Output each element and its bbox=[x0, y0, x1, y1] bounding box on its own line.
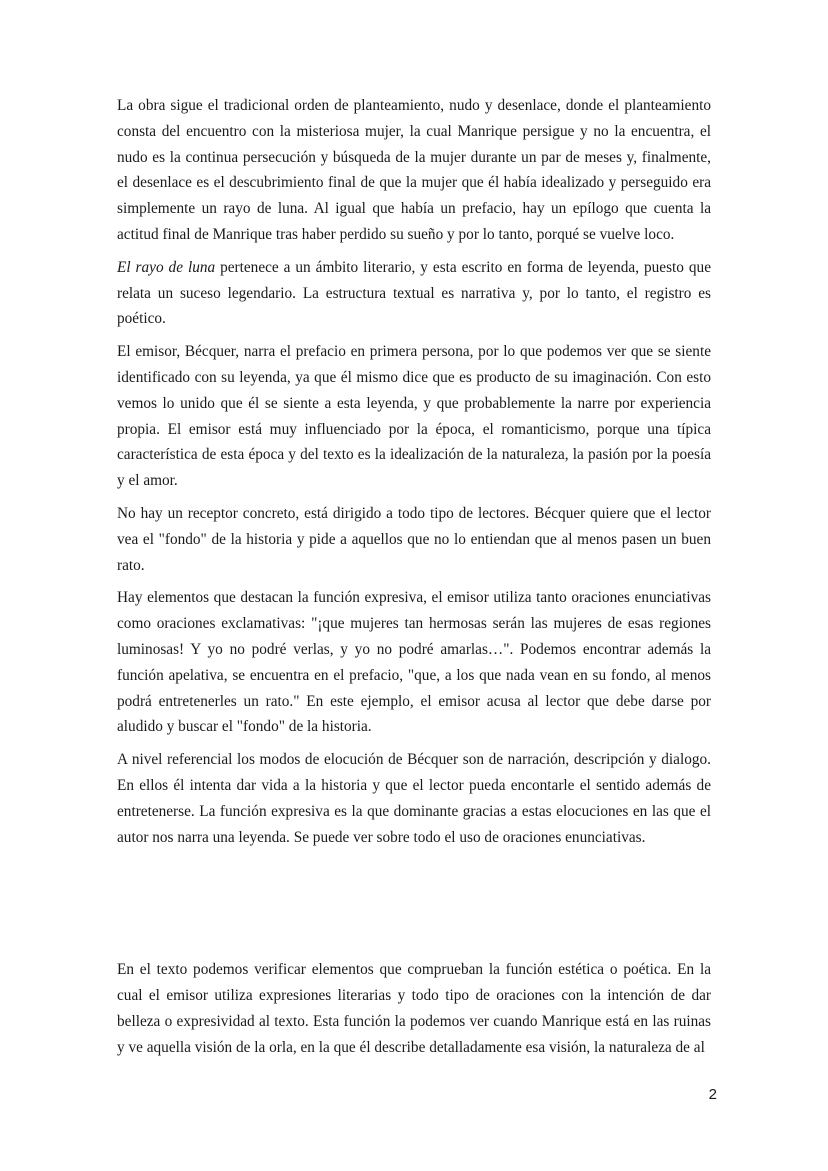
paragraph-poetic-function: En el texto podemos verificar elementos que comprueban la función estética o poética. En la cual el emisor utiliza expresiones literarias y todo tipo de oraciones con la intención de dar belleza o expresividad al texto. Esta función la podemos ver cuando Manrique está en las ruinas y ve aquella visión de la orla, en la que él describe detalladamente esa visión, la naturaleza de al bbox=[117, 961, 711, 1056]
page-number: 2 bbox=[708, 1086, 717, 1103]
document-page bbox=[117, 93, 711, 1068]
paragraph-receptor: No hay un receptor concreto, está dirigido a todo tipo de lectores. Bécquer quiere que el lector vea el "fondo" de la historia y pide a aquellos que no lo entiendan que al menos pasen un buen rato. bbox=[117, 504, 711, 574]
paragraph-emisor: El emisor, Bécquer, narra el prefacio en primera persona, por lo que podemos ver que se siente identificado con su leyenda, ya que él mismo dice que es producto de su imaginación. Con esto vemos lo unido que él se siente a esta leyenda, y que probablemente la narre por experiencia propia. El emisor está muy influenciado por la época, el romanticismo, porque una típica característica de esta época y del texto es la idealización de la naturaleza, la pasión por la poesía y el amor. bbox=[117, 343, 711, 490]
paragraph-genre-text: pertenece a un ámbito literario, y esta escrito en forma de leyenda, puesto que relata un suceso legendario. La estructura textual es narrativa y, por lo tanto, el registro es poético. bbox=[117, 258, 711, 328]
paragraph-structure: La obra sigue el tradicional orden de planteamiento, nudo y desenlace, donde el planteamiento consta del encuentro con la misteriosa mujer, la cual Manrique persigue y no la encuentra, el nudo es la continua persecución y búsqueda de la mujer durante un par de meses y, finalmente, el desenlace es el descubrimiento final de que la mujer que él había idealizado y perseguido era simplemente un rayo de luna. Al igual que había un prefacio, hay un epílogo que cuenta la actitud final de Manrique tras haber perdido su sueño y por lo tanto, porqué se vuelve loco. bbox=[117, 97, 711, 243]
paragraph-expressive-function: Hay elementos que destacan la función expresiva, el emisor utiliza tanto oraciones enunciativas como oraciones exclamativas: "¡que mujeres tan hermosas serán las mujeres de esas regiones luminosas! Y yo no podré verlas, y yo no podré amarlas…". Podemos encontrar además la función apelativa, se encuentra en el prefacio, "que, a los que nada vean en su fondo, al menos podrá entretenerles un rato." En este ejemplo, el emisor acusa al lector que debe darse por aludido y buscar el "fondo" de la historia. bbox=[117, 589, 711, 736]
paragraph-genre bbox=[117, 255, 711, 332]
work-title: El rayo de luna bbox=[117, 258, 216, 276]
paragraph-referential-level: A nivel referencial los modos de elocución de Bécquer son de narración, descripción y dialogo. En ellos él intenta dar vida a la historia y que el lector pueda encontarle el sentido además de entretenerse. La función expresiva es la que dominante gracias a estas elocuciones en las que el autor nos narra una leyenda. Se puede ver sobre todo el uso de oraciones enunciativas. bbox=[117, 751, 711, 846]
blank-gap bbox=[117, 857, 711, 957]
